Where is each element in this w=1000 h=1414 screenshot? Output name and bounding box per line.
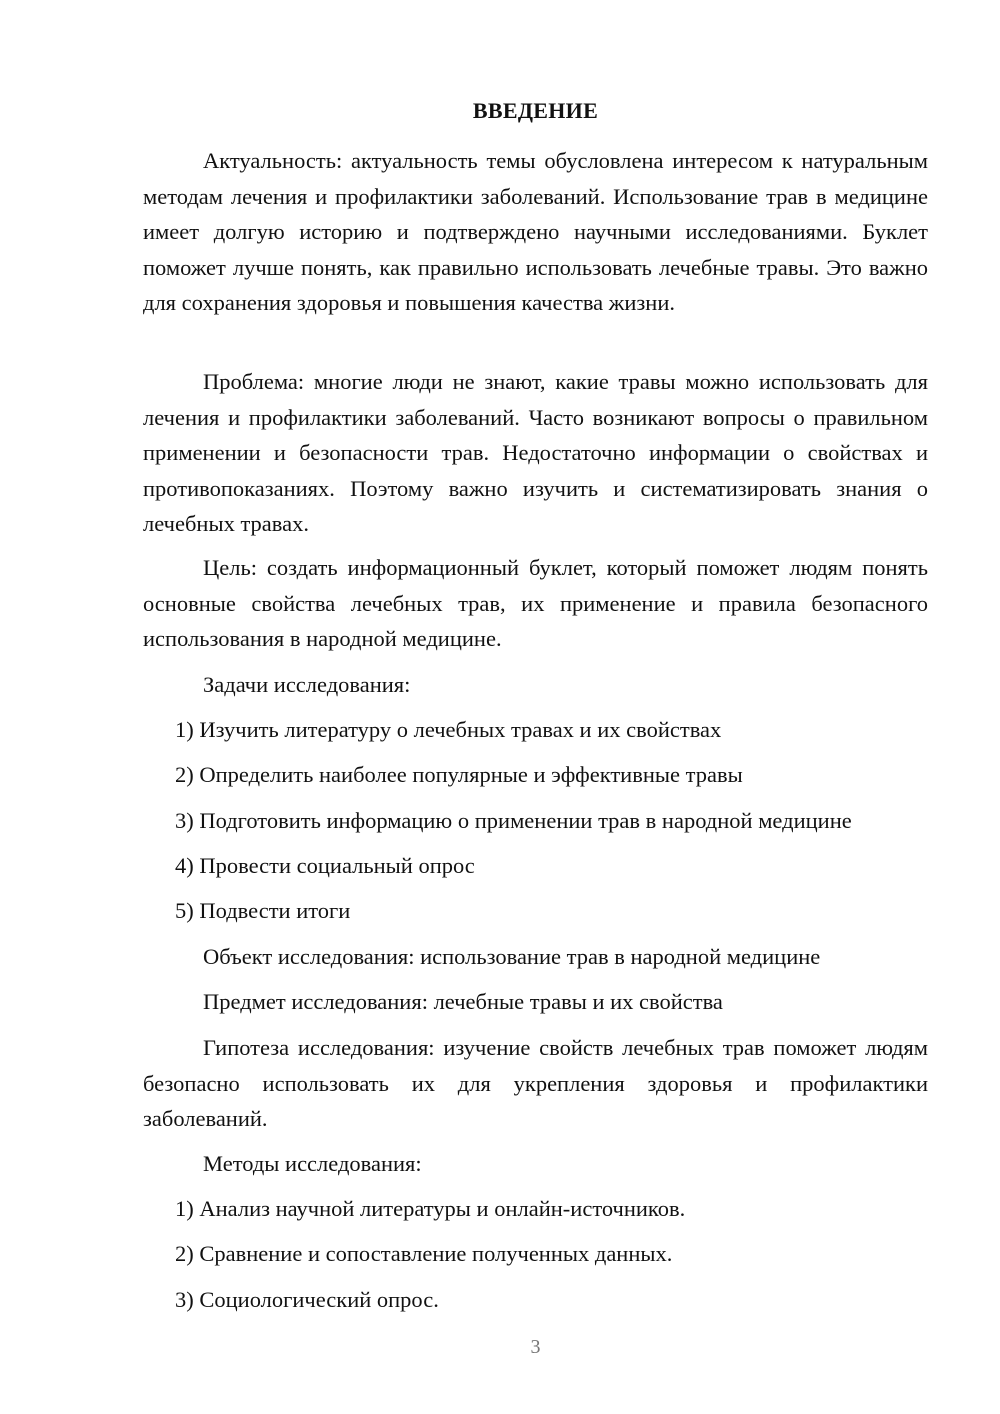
task-item: 2) Определить наиболее популярные и эффективные травы bbox=[175, 762, 743, 787]
methods-title-block bbox=[143, 1146, 928, 1182]
goal-paragraph: Цель: создать информационный буклет, который поможет людям понять основные свойства лечебных трав, их применение и правила безопасного использования в народной медицине. bbox=[143, 555, 928, 651]
method-item: 2) Сравнение и сопоставление полученных данных. bbox=[175, 1241, 673, 1266]
task-item: 4) Провести социальный опрос bbox=[175, 853, 475, 878]
task-item: 3) Подготовить информацию о применении трав в народной медицине bbox=[175, 808, 852, 833]
subject-block bbox=[143, 984, 928, 1020]
tasks-title-block bbox=[143, 667, 928, 703]
method-item: 1) Анализ научной литературы и онлайн-источников. bbox=[175, 1196, 686, 1221]
relevance-block bbox=[143, 143, 928, 321]
research-subject: Предмет исследования: лечебные травы и их свойства bbox=[203, 989, 723, 1014]
relevance-paragraph: Актуальность: актуальность темы обусловлена интересом к натуральным методам лечения и профилактики заболеваний. Использование трав в медицине имеет долгую историю и подтверждено научными исследованиями. Буклет поможет лучше понять, как правильно использовать лечебные травы. Это важно для сохранения здоровья и повышения качества жизни. bbox=[143, 148, 928, 315]
task-item-5-block bbox=[143, 893, 928, 929]
section-heading: ВВЕДЕНИЕ bbox=[472, 98, 599, 123]
method-item-3-block bbox=[143, 1282, 928, 1318]
method-item-1-block bbox=[143, 1191, 928, 1227]
task-item: 1) Изучить литературу о лечебных травах и их свойствах bbox=[175, 717, 722, 742]
task-item-1-block bbox=[143, 712, 928, 748]
methods-title: Методы исследования: bbox=[203, 1151, 422, 1176]
task-item: 5) Подвести итоги bbox=[175, 898, 351, 923]
method-item-2-block bbox=[143, 1236, 928, 1272]
problem-paragraph: Проблема: многие люди не знают, какие травы можно использовать для лечения и профилактики заболеваний. Часто возникают вопросы о правильном применении и безопасности трав. Недостаточно информации о свойствах и противопоказаниях. Поэтому важно изучить и систематизировать знания о лечебных травах. bbox=[143, 369, 928, 536]
task-item-2-block bbox=[143, 757, 928, 793]
problem-block bbox=[143, 364, 928, 542]
page-number: 3 bbox=[530, 1336, 541, 1358]
tasks-title: Задачи исследования: bbox=[203, 672, 411, 697]
task-item-4-block bbox=[143, 848, 928, 884]
object-block bbox=[143, 939, 928, 975]
hypothesis-paragraph: Гипотеза исследования: изучение свойств лечебных трав поможет людям безопасно использовать их для укрепления здоровья и профилактики заболеваний. bbox=[143, 1035, 928, 1131]
research-object: Объект исследования: использование трав в народной медицине bbox=[203, 944, 821, 969]
task-item-3-block bbox=[143, 803, 928, 839]
hypothesis-block bbox=[143, 1030, 928, 1137]
method-item: 3) Социологический опрос. bbox=[175, 1287, 439, 1312]
goal-block bbox=[143, 550, 928, 657]
